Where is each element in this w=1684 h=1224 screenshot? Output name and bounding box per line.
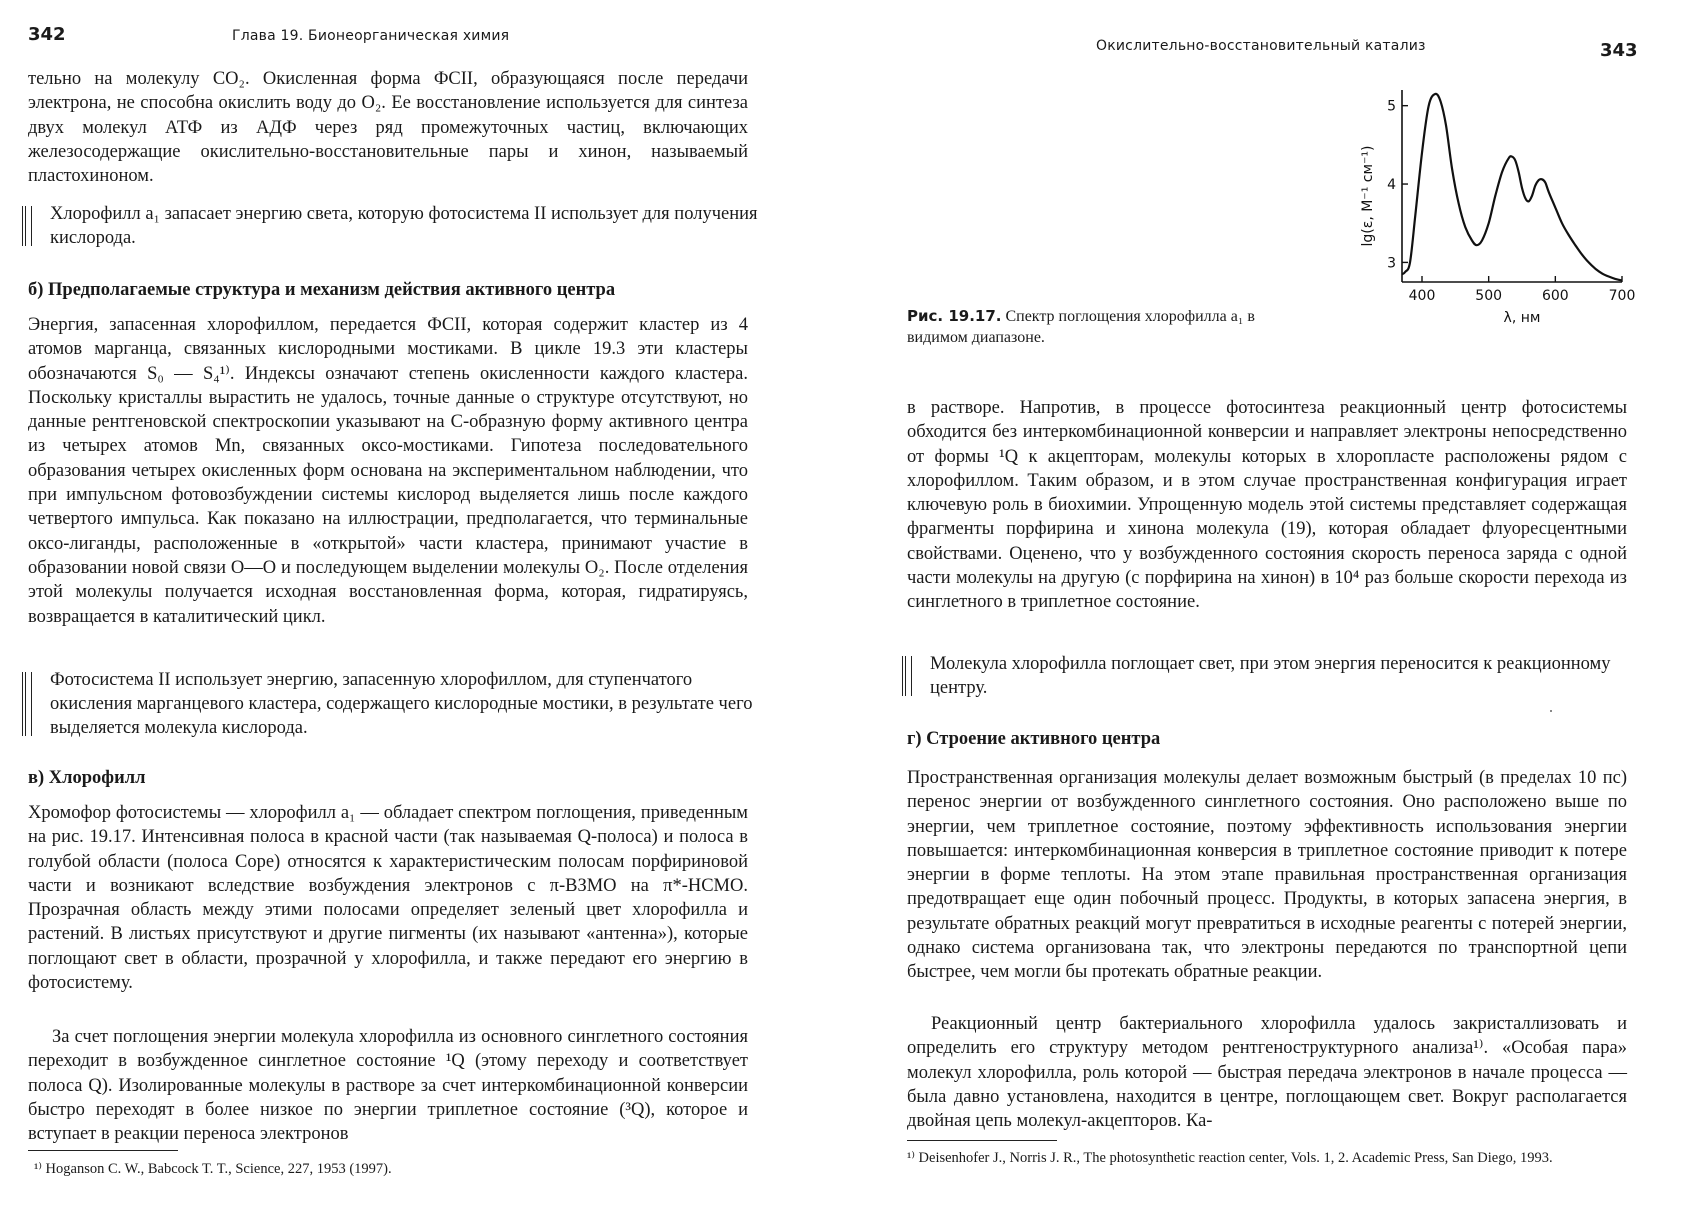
- x-tick-label: 600: [1541, 288, 1569, 304]
- left-running-header: Глава 19. Бионеорганическая химия: [232, 28, 510, 44]
- note-marker: [22, 672, 32, 736]
- right-footnote: ¹⁾ Deisenhofer J., Norris J. R., The photosynthetic reaction center, Vols. 1, 2. Academic Press, San Diego, 1993.: [907, 1150, 1553, 1166]
- left-intro-paragraph: тельно на молекулу CO₂. Окисленная форма ФСII, образующаяся после передачи электрона, не способна окислить воду до O₂. Ее восстановление используется для синтеза двух молекул АТФ из АДФ через ряд промежуточных частиц, включающих железосодержащие окислительно-восстановительные пары и хинон, называемый пластохиноном.: [28, 69, 748, 187]
- x-tick-label: 500: [1475, 288, 1503, 304]
- left-paragraph-b: Энергия, запасенная хлорофиллом, передается ФСII, которая содержит кластер из 4 атомов марганца, связанных кислородными мостиками. В цикле 19.3 эти кластеры обозначаются S₀ — S₄¹⁾. Индексы означают степень окисленности каждого кластера. Поскольку кристаллы вырастить не удалось, точные данные о структуре отсутствуют, но данные рентгеновской спектроскопии указывают на C-образную форму активного центра из четырех атомов Mn, связанных оксо-мостиками. Гипотеза последовательного образования четырех окисленных форм основана на экспериментальном наблюдении, что при импульсном фотовозбуждении системы кислород выделяется лишь после каждого четвертого импульса. Как показано на иллюстрации, предполагается, что терминальные оксо-лиганды, расположенные в «открытой» части кластера, принимают участие в образовании новой связи O—O и последующем выделении молекулы O₂. После отделения этой молекулы получается исходная восстановленная форма, которая, гидратируясь, возвращается в каталитический цикл.: [28, 315, 748, 627]
- chart-axes: [1402, 90, 1622, 282]
- left-summary-note-1: [20, 202, 770, 250]
- right-paragraph-1: в растворе. Напротив, в процессе фотосинтеза реакционный центр фотосистемы обходится без интеркомбинационной конверсии и направляет электроны непосредственно от формы ¹Q к акцепторам, молекулы которых в хлоропласте расположены рядом с хлорофиллом. Таким образом, и в этом случае пространственная конфигурация играет ключевую роль в биохимии. Упрощенную модель этой системы представляет содержащая фрагменты порфирина и хинона молекула (19), которая обладает флуоресцентными свойствами. Оценено, что у возбужденного состояния скорость переноса заряда с одной части молекулы на другую (с порфирина на хинон) в 10⁴ раз больше скорости перехода из синглетного в триплетное состояние.: [907, 398, 1627, 613]
- y-tick-label: 3: [1387, 255, 1396, 272]
- x-axis-label: λ, нм: [1503, 310, 1541, 326]
- footnote-rule: [28, 1150, 178, 1151]
- left-paragraph-v2: За счет поглощения энергии молекула хлорофилла из основного синглетного состояния переходит в возбужденное синглетное состояние ¹Q (этому переходу и соответствует полоса Q). Изолированные молекулы в растворе за счет интеркомбинационной конверсии быстро переходят в более низкое по энергии триплетное состояние (³Q), которое и вступает в реакции переноса электронов: [28, 1027, 748, 1145]
- left-summary-note-2: [20, 668, 770, 740]
- note-text: Фотосистема II использует энергию, запасенную хлорофиллом, для ступенчатого окисления марганцевого кластера, содержащего кислородные мостики, в результате чего выделяется молекула кислорода.: [50, 670, 753, 738]
- note-marker: [22, 206, 32, 246]
- scan-speck: [1550, 710, 1552, 712]
- x-tick-label: 700: [1608, 288, 1636, 304]
- note-marker: [902, 656, 912, 696]
- section-heading-g: г) Строение активного центра: [907, 729, 1161, 749]
- y-tick-label: 5: [1387, 98, 1396, 115]
- chart-series: [1402, 94, 1622, 281]
- right-paragraph-2: Пространственная организация молекулы делает возможным быстрый (в пределах 10 пс) перенос энергии от возбужденного синглетного состояния. Оно расположено выше по энергии, чем триплетное состояние, поэтому эффективность использования энергии повышается: интеркомбинационная конверсия в триплетное состояние приводит к потере энергии в форме теплоты. На этом этапе правильная пространственная организация предотвращает еще один побочный процесс. Продукты, в которых запасена энергия, в результате обратных реакций могут превратиться в исходные реагенты с потерей энергии, однако система организована так, что электроны передаются по транспортной цепи быстрее, чем могли бы протекать обратные реакции.: [907, 768, 1627, 983]
- spectrum-curve: [1402, 94, 1622, 281]
- note-text: Хлорофилл a₁ запасает энергию света, которую фотосистема II использует для получения кислорода.: [50, 204, 758, 248]
- note-text: Молекула хлорофилла поглощает свет, при этом энергия переносится к реакционному центру.: [930, 654, 1611, 698]
- right-summary-note: [900, 652, 1650, 700]
- right-running-header: Окислительно-восстановительный катализ: [1096, 38, 1426, 54]
- left-footnote: ¹⁾ Hoganson C. W., Babcock T. T., Science, 227, 1953 (1997).: [34, 1161, 392, 1177]
- absorption-spectrum-chart: [1352, 82, 1642, 362]
- y-tick-label: 4: [1387, 177, 1396, 194]
- figure-label: Рис. 19.17.: [907, 307, 1002, 325]
- right-paragraph-3: Реакционный центр бактериального хлорофилла удалось закристаллизовать и определить его структуру методом рентгеноструктурного анализа¹⁾. «Особая пара» молекул хлорофилла, роль которой — быстрая передача электронов в начале процесса — была давно установлена, находится в центре, поглощающем свет. Вокруг располагается двойная цепь молекул-акцепторов. Ка-: [907, 1014, 1627, 1132]
- section-heading-v: в) Хлорофилл: [28, 768, 146, 788]
- left-page-number: 342: [28, 24, 66, 45]
- left-paragraph-v1: Хромофор фотосистемы — хлорофилл a₁ — обладает спектром поглощения, приведенным на рис. 19.17. Интенсивная полоса в красной части (так называемая Q-полоса) и полоса в голубой области (полоса Соре) относятся к характеристическим полосам порфириновой части и возникают вследствие возбуждения электронов с π-ВЗМО на π*-НСМО. Прозрачная область между этими полосами определяет зеленый цвет хлорофилла и растений. В листьях присутствуют и другие пигменты (их называют «антенна»), которые поглощают свет в области, прозрачной у хлорофилла, и также передают его энергию в фотосистему.: [28, 803, 748, 994]
- x-tick-label: 400: [1408, 288, 1436, 304]
- footnote-rule: [907, 1140, 1057, 1141]
- figure-caption: [907, 306, 1277, 348]
- y-axis-label: lg(ε, M⁻¹ см⁻¹): [1360, 145, 1376, 247]
- section-heading-b: б) Предполагаемые структура и механизм действия активного центра: [28, 280, 616, 300]
- figure-caption-text: Спектр поглощения хлорофилла a₁ в видимом диапазоне.: [907, 308, 1255, 346]
- right-page-number: 343: [1600, 40, 1638, 61]
